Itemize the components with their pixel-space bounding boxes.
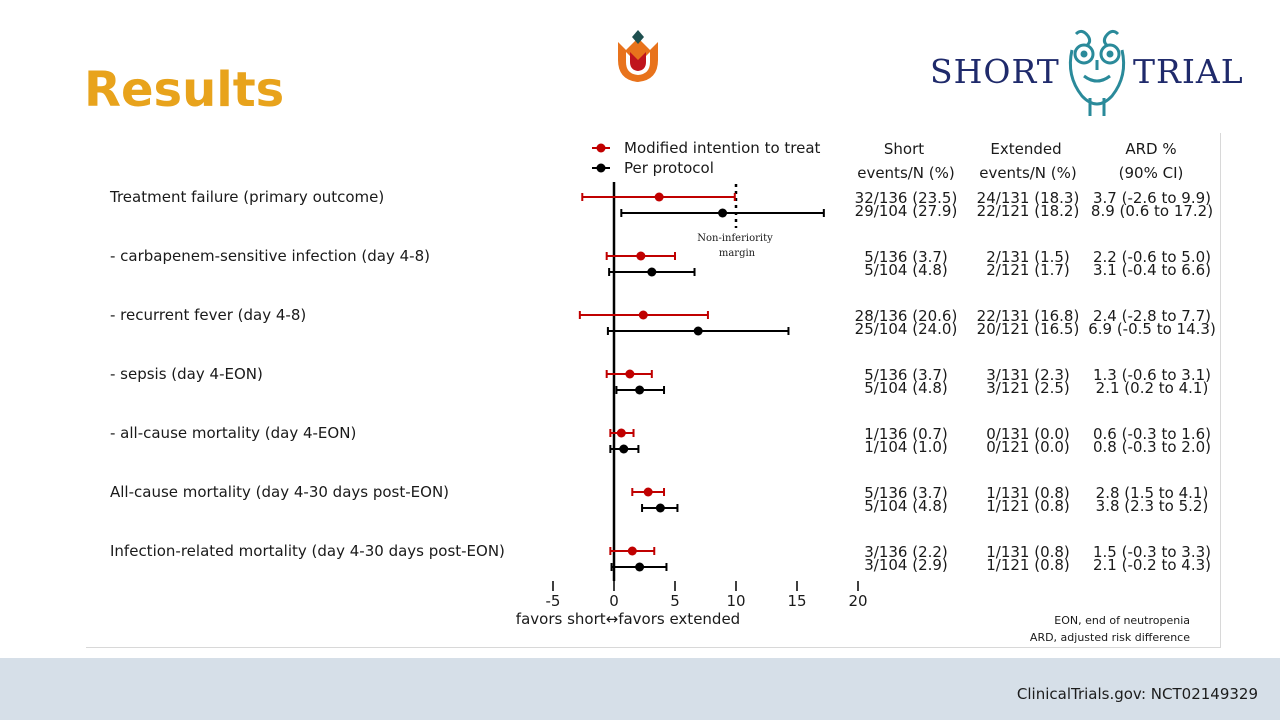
- pp-1-point: [647, 268, 656, 277]
- x-tick-label-5: 5: [670, 592, 680, 610]
- short-pp-6: 3/104 (2.9): [864, 556, 948, 574]
- x-tick-label-20: 20: [848, 592, 868, 610]
- row-label-6: Infection-related mortality (day 4-30 days post-EON): [110, 542, 505, 560]
- pp-3-point: [635, 386, 644, 395]
- x-axis-label: favors short↔favors extended: [515, 610, 741, 628]
- row-label-0: Treatment failure (primary outcome): [110, 188, 385, 206]
- mitt-1-point: [636, 252, 645, 261]
- short-pp-4: 1/104 (1.0): [864, 438, 948, 456]
- ard-mitt-1: 2.2 (-0.6 to 5.0): [1092, 248, 1212, 266]
- x-tick-label-15: 15: [787, 592, 807, 610]
- plot-layer: [109, 182, 1216, 610]
- ard-pp-1: 3.1 (-0.4 to 6.6): [1092, 261, 1212, 279]
- non-inferiority-label-2: margin: [718, 248, 756, 259]
- short-pp-5: 5/104 (4.8): [864, 497, 948, 515]
- row-label-2: - recurrent fever (day 4-8): [110, 306, 307, 324]
- short-mitt-4: 1/136 (0.7): [864, 425, 948, 443]
- extended-mitt-5: 1/131 (0.8): [986, 484, 1070, 502]
- header-ard: ARD %: [1125, 140, 1177, 158]
- row-label-4: - all-cause mortality (day 4-EON): [110, 424, 357, 442]
- ard-pp-3: 2.1 (0.2 to 4.1): [1095, 379, 1209, 397]
- extended-mitt-1: 2/131 (1.5): [986, 248, 1070, 266]
- extended-pp-1: 2/121 (1.7): [986, 261, 1070, 279]
- non-inferiority-label: Non-inferiority: [697, 233, 773, 244]
- brand-short-text: SHORT: [930, 52, 1060, 91]
- pp-0-point: [718, 209, 727, 218]
- ard-mitt-6: 1.5 (-0.3 to 3.3): [1092, 543, 1212, 561]
- ard-mitt-3: 1.3 (-0.6 to 3.1): [1092, 366, 1212, 384]
- extended-pp-6: 1/121 (0.8): [986, 556, 1070, 574]
- legend-pp-label: Per protocol: [624, 159, 714, 177]
- legend: [592, 139, 821, 177]
- pp-6-point: [635, 563, 644, 572]
- row-label-3: - sepsis (day 4-EON): [110, 365, 263, 383]
- row-label-1: - carbapenem-sensitive infection (day 4-8): [110, 247, 430, 265]
- short-mitt-0: 32/136 (23.5): [854, 189, 958, 207]
- extended-mitt-6: 1/131 (0.8): [986, 543, 1070, 561]
- header-extended-sub: events/N (%): [979, 164, 1077, 182]
- x-tick-label-0: 0: [609, 592, 619, 610]
- ard-mitt-5: 2.8 (1.5 to 4.1): [1095, 484, 1209, 502]
- legend-pp-marker: [597, 164, 606, 173]
- mitt-6-point: [628, 547, 637, 556]
- mitt-3-point: [625, 370, 634, 379]
- extended-pp-2: 20/121 (16.5): [976, 320, 1080, 338]
- short-mitt-5: 5/136 (3.7): [864, 484, 948, 502]
- mitt-4-point: [617, 429, 626, 438]
- mitt-0-point: [655, 193, 664, 202]
- extended-pp-4: 0/121 (0.0): [986, 438, 1070, 456]
- ard-pp-0: 8.9 (0.6 to 17.2): [1090, 202, 1214, 220]
- header-short: Short: [883, 140, 925, 158]
- mitt-5-point: [644, 488, 653, 497]
- footer-trial-id: ClinicalTrials.gov: NCT02149329: [1016, 685, 1258, 703]
- header-ard-sub: (90% CI): [1118, 164, 1184, 182]
- brand-trial-text: TRIAL: [1133, 52, 1244, 91]
- extended-mitt-0: 24/131 (18.3): [976, 189, 1080, 207]
- header-extended: Extended: [990, 140, 1062, 158]
- short-pp-3: 5/104 (4.8): [864, 379, 948, 397]
- note-eon: EON, end of neutropenia: [1054, 614, 1190, 627]
- short-pp-0: 29/104 (27.9): [854, 202, 958, 220]
- row-label-5: All-cause mortality (day 4-30 days post-EON): [110, 483, 450, 501]
- extended-pp-3: 3/121 (2.5): [986, 379, 1070, 397]
- short-mitt-2: 28/136 (20.6): [854, 307, 958, 325]
- pp-5-point: [656, 504, 665, 513]
- ard-pp-4: 0.8 (-0.3 to 2.0): [1092, 438, 1212, 456]
- ard-mitt-2: 2.4 (-2.8 to 7.7): [1092, 307, 1212, 325]
- short-mitt-1: 5/136 (3.7): [864, 248, 948, 266]
- column-headers: [857, 140, 1183, 182]
- extended-pp-0: 22/121 (18.2): [976, 202, 1080, 220]
- extended-mitt-3: 3/131 (2.3): [986, 366, 1070, 384]
- ard-pp-2: 6.9 (-0.5 to 14.3): [1088, 320, 1216, 338]
- ard-mitt-0: 3.7 (-2.6 to 9.9): [1092, 189, 1212, 207]
- short-mitt-6: 3/136 (2.2): [864, 543, 948, 561]
- mitt-2-point: [639, 311, 648, 320]
- short-pp-1: 5/104 (4.8): [864, 261, 948, 279]
- legend-mitt-label: Modified intention to treat: [624, 139, 821, 157]
- extended-mitt-2: 22/131 (16.8): [976, 307, 1080, 325]
- ard-pp-5: 3.8 (2.3 to 5.2): [1095, 497, 1209, 515]
- slide-title: Results: [84, 62, 285, 118]
- legend-mitt-marker: [597, 144, 606, 153]
- note-ard: ARD, adjusted risk difference: [1029, 631, 1190, 644]
- short-mitt-3: 5/136 (3.7): [864, 366, 948, 384]
- extended-pp-5: 1/121 (0.8): [986, 497, 1070, 515]
- header-short-sub: events/N (%): [857, 164, 955, 182]
- ard-pp-6: 2.1 (-0.2 to 4.3): [1092, 556, 1212, 574]
- pp-4-point: [619, 445, 628, 454]
- short-pp-2: 25/104 (24.0): [854, 320, 958, 338]
- x-tick-label-10: 10: [726, 592, 746, 610]
- x-tick-label--5: -5: [545, 592, 561, 610]
- pp-2-point: [694, 327, 703, 336]
- ard-mitt-4: 0.6 (-0.3 to 1.6): [1092, 425, 1212, 443]
- extended-mitt-4: 0/131 (0.0): [986, 425, 1070, 443]
